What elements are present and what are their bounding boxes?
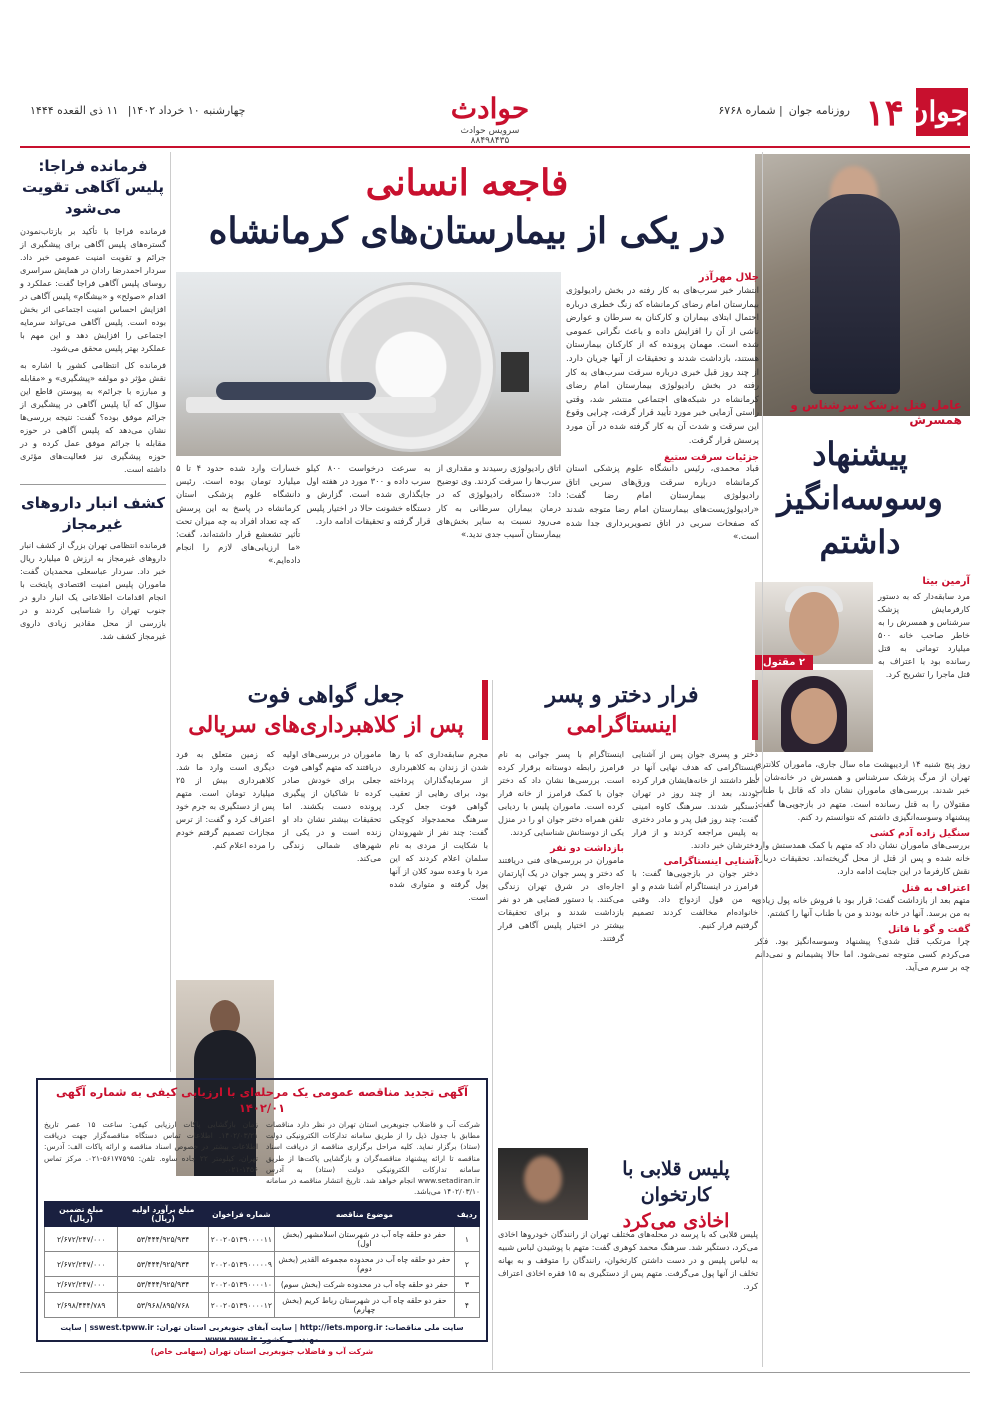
tender-title: آگهی تجدید مناقصه عمومی یک مرحله‌ای با ارزیابی کیفی به شماره آگهی ۱۴۰۲/۰۱ [55,1085,468,1115]
table-row [45,1277,480,1293]
feature-photo [755,154,970,416]
runaway-paragraph: اینستاگرام با پسر جوانی به نام فرامرز رابطه دوستانه برقرار کرده است. بررسی‌ها نشان داد که دختر جوان با کمک فرامرز از خانه فرار کرده است. ماموران پلیس با ردیابی تلفن همراه دختر جوان او را در منزل یکی از دوستانش شناسایی کردند. [498,749,624,837]
lead-headline [176,160,758,264]
victim-face [791,688,837,744]
police-news-body [20,225,166,476]
blurred-face [524,1156,562,1202]
victim-face [789,592,839,656]
column-header: موضوع مناقصه [274,1202,454,1227]
runaway-paragraph: ماموران در بررسی‌های فنی دریافتند که دختر و پسر جوان در یک آپارتمان اجاره‌ای در شرق تهران زندگی می‌کنند. با دستور قضایی هر دو نفر بازداشت شدند و برای تحقیقات بیشتر در اختیار پلیس آگاهی قرار گرفتند. [498,855,624,943]
runaway-headline [498,680,758,740]
fake-death-paragraph: مجرم سابقه‌داری که با رها شدن از زندان به کلاهبرداری از سرمایه‌گذاران پرداخته بود، برای رهایی از تعقیب گواهی فوت جعل کرد. سرهنگ محمدجواد کوچکی گفت: چند نفر از شهروندان با شکایت از مردی به نام سلمان اعلام کردند که این مرد با وعده سود کلان از آنها پول گرفته و متواری شده است. [389,749,488,902]
feature-article [755,150,970,1310]
runaway-column [498,748,624,945]
section-subtitle: سرویس حوادث ۸۸۴۹۸۴۳۵ [460,126,520,146]
table-cell: ۵۳/۹۶۸/۸۹۵/۷۶۸ [118,1293,208,1318]
lead-paragraph: به سرعت درخواست ۸۰۰ کیلو سرب داده و ۳۰۰ مورد در هفته اول جایگذاری شده است. گزارش و دستگاه خشونت حالا در اختیار پلیس قرار گرفته و تحقیقات ادامه دارد. [306,463,431,526]
table-cell: ۱ [454,1227,479,1252]
fake-police-body [498,1228,758,1293]
feature-byline: آرمین بیتا [922,576,970,587]
runaway-headline-line2: اینستاگرامی [566,712,678,738]
table-cell: ۴ [454,1293,479,1318]
tender-body [44,1119,480,1197]
runaway-paragraph: دختر جوان در بازجویی‌ها گفت: با فرامرز در اینستاگرام آشنا شدم و او به من قول ازدواج داد. وقتی خانواده‌ام مخالفت کردند تصمیم گرفتیم فرار کنیم. [632,868,758,930]
runaway-column [632,748,758,945]
patient-figure [216,382,376,400]
table-cell: ۲۰۰۲۰۵۱۳۹۰۰۰۰۱۲ [208,1293,274,1318]
lead-photo [176,272,561,456]
lead-headline-line2: در یکی از بیمارستان‌های کرمانشاه [208,210,726,252]
fake-death-paragraph: که زمین متعلق به فرد دیگری است وارد ما شد. کلاهبرداری بیش از ۲۵ میلیارد تومان است. متهم پس از دستگیری به جرم خود اعتراف کرد و گفت: از ترس مجازات تصمیم گرفتم خودم را مرده اعلام کنم. [175,749,275,850]
victims-badge: ۲ مقتول [755,655,813,670]
column-header: مبلغ تضمین (ریال) [45,1202,118,1227]
tender-paragraph: زمان بازگشایی پاکات ارزیابی کیفی: ساعت ۱۵ عصر تاریخ ۱۴۰۲/۰۳/۲۱. اطلاعات تماس دستگاه مناقصه‌گزار جهت دریافت اطلاعات بیشتر در خصوص اسناد مناقصه و ارائه پاکات الف: آدرس: تهران، کیلومتر ۲۲ جاده ساوه. تلفن: ۵۶۱۷۷۵۹۵-۰۲۱. مرکز تماس ۱۴۵۶-۰۲۱. [44,1120,258,1174]
runaway-paragraph: دختر و پسری جوان پس از آشنایی اینستاگرامی که هدف نهایی آنها در نظر داشتند از خانه‌هایشان فرار کرده بودند، بعد از چند روز در تهران دستگیر شدند. سرهنگ کاوه امینی گفت: چند روز قبل پدر و مادر دختری به پلیس مراجعه کردند و از فرار دخترشان خبر دادند. [632,749,758,850]
feature-body [755,758,970,975]
table-cell: ۵۳/۴۴۴/۹۲۵/۹۳۴ [118,1227,208,1252]
ct-scanner-ring [326,282,496,452]
fake-police-headline [594,1148,758,1234]
feature-paragraph: چرا مرتکب قتل شدی؟ پیشنهاد وسوسه‌انگیز بود. فکر می‌کردم کسی متوجه نمی‌شود. اما حالا پشیمانم و نمی‌دانم چه بر سرم می‌آید. [755,936,970,973]
table-cell: حفر دو حلقه چاه آب در شهرستان رباط کریم (بخش چهارم) [274,1293,454,1318]
feature-paragraph: بررسی‌های ماموران نشان داد که متهم با کمک همدستش وارد خانه شده و پس از قتل از محل گریخته‌اند. تحقیقات درباره نقش کارفرما در این جنایت ادامه دارد. [755,840,970,877]
table-cell: ۲۰۰۲۰۵۱۳۹۰۰۰۰۱۱ [208,1227,274,1252]
lead-bottom-columns [176,462,561,568]
paper-name: روزنامه جوان [788,104,850,117]
table-cell: ۲/۶۷۲/۲۴۷/۰۰۰ [45,1252,118,1277]
table-cell: حفر دو حلقه چاه آب در شهرستان اسلامشهر (بخش اول) [274,1227,454,1252]
date-hijri: ۱۱ ذی القعده ۱۴۴۴ [30,104,119,117]
table-cell: ۳ [454,1277,479,1293]
fake-police-header [498,1148,758,1232]
table-cell: ۲۰۰۲۰۵۱۳۹۰۰۰۰۱۰ [208,1277,274,1293]
drug-news-body [20,539,166,643]
tender-websites[interactable]: سایت ملی مناقصات: http://iets.mporg.ir | سایت آبفای جنوبغربی استان تهران: sswest.tpww.ir | سایت مهندسی کشور: www.nww.ir [60,1323,464,1345]
feature-kicker: عامل قتل پزشک سرشناس و همسرش [790,398,962,427]
column-header: شماره فراخوان [208,1202,274,1227]
page-header [0,0,990,146]
tender-paragraph: شرکت آب و فاضلاب جنوبغربی استان تهران در نظر دارد مناقصات مطابق با جدول ذیل را از طریق سامانه تدارکات الکترونیکی دولت (ستاد) برگزار نماید. کلیه مراحل برگزاری مناقصه از دریافت اسناد مناقصه تا ارائه پیشنهاد مناقصه‌گران و بازگشایی پاکت‌ها از طریق سامانه تدارکات الکترونیکی دولت (ستاد) به آدرس www.setadiran.ir انجام خواهد شد. تاریخ انتشار مناقصه در سامانه ۱۴۰۲/۰۳/۱۰ می‌باشد. [266,1120,480,1197]
issue-number: شماره ۶۷۶۸ [718,104,776,117]
fake-police-paragraph: پلیس قلابی که با پرسه در محله‌های مختلف تهران از رانندگان خودروها اخاذی می‌کرد، دستگیر شد. سرهنگ محمد کوهری گفت: متهم با پوشیدن لباس شبیه به لباس پلیس و در دست داشتن کارتخوان، رانندگان را متوقف و به بهانه تخلف از آنها پول می‌گرفت. متهم پس از دستگیری به ۱۵ فقره اخاذی اعتراف کرد. [498,1229,758,1291]
table-row [45,1293,480,1318]
monitor-icon [501,352,529,392]
newspaper-logo: جوان [916,88,968,136]
tender-advertisement [36,1078,488,1357]
fake-police-headline-line2: اخاذی می‌کرد [622,1210,730,1232]
lead-paragraph: خسارات وارد شده حدود ۴ تا ۵ میلیارد تومان بوده است. رئیس دانشگاه علوم پزشکی استان کرمانشاه در پاسخ به این پرسش که چه تعداد افراد به چه میزان تحت تأثیر تشعشع قرار داشته‌اند، گفت: «ما ارزیابی‌های لازم را انجام داده‌ایم.» [176,463,301,566]
feature-title: پیشنهاد وسوسه‌انگیز داشتم [777,435,943,561]
lead-subhead: جزئیات سرقت ستیغ [663,452,759,464]
fake-death-headline-line2: پس از کلاهبرداری‌های سریالی [188,712,464,738]
tender-table [44,1201,480,1318]
column-divider [492,680,493,1370]
lead-paragraph: قباد محمدی، رئیس دانشگاه علوم پزشکی استان کرمانشاه درباره سرقت ورق‌های سربی اتاق رادیولوژی بیمارستان امام رضا گفت: «رادیولوژیست‌های بیمارستان امام رضا متوجه شدند که صفحات سربی در اتاق تصویربرداری جدا شده است.» [566,464,759,543]
column-divider [762,152,763,1367]
runaway-subhead: بازداشت دو نفر [550,843,624,854]
tender-company: شرکت آب و فاضلاب جنوبغربی استان تهران (سهامی خاص) [150,1347,374,1357]
paper-info: روزنامه جوان| شماره ۶۷۶۸ [718,104,850,117]
lead-headline-line1: فاجعه انسانی [365,162,569,204]
table-cell: ۲ [454,1252,479,1277]
feature-subhead: سنگیل زاده آدم کشی [869,828,970,840]
victim-photo-2 [755,670,873,752]
runaway-columns [498,748,758,945]
fake-police-photo [498,1148,588,1220]
runaway-subhead: آشنایی اینستاگرامی [663,856,758,867]
fake-death-headline-line1: جعل گواهی فوت [247,682,405,708]
section-title: حوادث [450,92,530,125]
tender-table-header [45,1202,480,1227]
drug-news-title: کشف انبار داروهای غیرمجاز [20,484,166,535]
feature-paragraph: متهم بعد از بازداشت گفت: قرار بود با فروش خانه پول زیادی به من برسد. آنها در خانه بودند و من با طناب آنها را کشتم. [755,894,970,918]
page-bottom-rule [20,1372,970,1373]
feature-subhead: اعتراف به قتل [901,882,970,894]
page-number: ۱۴ [865,92,904,134]
table-cell: ۵۳/۴۴۴/۹۲۵/۹۳۴ [118,1277,208,1293]
table-row [45,1252,480,1277]
date-shamsi: چهارشنبه ۱۰ خرداد ۱۴۰۲ [131,104,246,117]
lead-paragraph: اتاق رادیولوژی رسیدند و مقداری از سرب‌ها را سرقت کردند. وی توضیح داد: «دستگاه رادیولوژی که در درمان بیماران سرطانی به کار می‌رود نسبت به سایر بخش‌های بیمارستان آسیب جدی ندید.» [436,463,561,540]
table-cell: ۲/۶۹۸/۴۴۴/۷۸۹ [45,1293,118,1318]
fake-police-headline-line1: پلیس قلابی با کارتخوان [622,1158,730,1206]
table-cell: ۲/۶۷۲/۲۴۷/۰۰۰ [45,1227,118,1252]
fake-death-paragraph: ماموران در بررسی‌های اولیه دریافتند که متهم گواهی فوت جعلی برای خودش صادر کرده تا شاکیان از پیگیری پرونده دست بکشند. اما تحقیقات بیشتر نشان داد او زنده است و در یکی از شهرهای شمالی زندگی می‌کند. [282,749,382,863]
fake-death-headline [176,680,488,740]
column-header: مبلغ برآورد اولیه (ریال) [118,1202,208,1227]
issue-date: چهارشنبه ۱۰ خرداد ۱۴۰۲| ۱۱ ذی القعده ۱۴۴۴ [30,104,246,117]
column-divider [170,152,171,1072]
drug-news-paragraph: فرمانده انتظامی تهران بزرگ از کشف انبار داروهای غیرمجاز به ارزش ۵ میلیارد ریال خبر داد. سردار عباسعلی محمدیان گفت: ماموران پلیس امنیت اقتصادی پایتخت با انجام اقدامات اطلاعاتی یک انبار دارو در جنوب تهران را شناسایی کردند و در بازرسی از محل مقادیر زیادی داروی غیرمجاز کشف شد. [20,540,166,641]
table-cell: حفر دو حلقه چاه آب در محدوده مجموعه القدیر (بخش دوم) [274,1252,454,1277]
feature-intro: مرد سابقه‌دار که به دستور کارفرمایش پزشک سرشناس و همسرش را به خاطر صاحب خانه ۵۰۰ میلیارد تومانی به قتل رسانده بود با اعتراف به قتل ماجرا را تشریح کرد. [878,591,970,679]
runaway-story [498,680,758,945]
lead-column-1 [566,272,759,545]
feature-paragraph: روز پنج شنبه ۱۴ اردیبهشت ماه سال جاری، ماموران کلانتری تهران از مرگ پزشک سرشناس و همسرش در خانه‌شان با خبر شدند. بررسی‌های ماموران نشان داد که قاتل با طناب مقتولان را به قتل رسانده است. متهم در بازجویی‌ها گفت: پیشنهاد وسوسه‌انگیزی داشتم که نتوانستم رد کنم. [755,759,970,822]
table-cell: ۵۳/۴۴۴/۹۲۵/۹۳۴ [118,1252,208,1277]
lead-paragraph: انتشار خبر سرب‌های به کار رفته در بخش رادیولوژی بیمارستان امام رضای کرمانشاه که زنگ خطری درباره احتمال ابتلای بیماران و کارکنان به سرطان و عوارض ناشی از آن را افزایش داده و باعث نگرانی عمومی شده است. مهمان پرونده که از کارکنان بیمارستان هستند، بازداشت شدند و تحقیقات از آنها جریان دارد. از چند روز قبل خبری درباره سرقت سرب‌های به کار رفته در بخش رادیولوژی بیمارستان امام رضای کرمانشاه در شبکه‌های اجتماعی منتشر شد، وقتی راستی آزمایی خبر مورد تأیید قرار گرفت، چرایی وقوع این سرقت و شدت آن به کار گرفته شده در آن مورد پرسش قرار گرفت. [566,286,759,446]
column-header: ردیف [454,1202,479,1227]
fake-police-story [498,1148,758,1293]
fake-death-column-with-photo [176,748,275,904]
police-news-paragraph: فرمانده فراجا با تأکید بر بازتاب‌نمودن گستره‌های پلیس آگاهی برای پیشگیری از جرائم و تقویت امنیت عمومی خبر داد. سردار احمدرضا رادان در همایش سراسری روسای پلیس آگاهی فراجا گفت: عملکرد و اقدام «صولح» و «بیشگام» پلیس آگاهی در افزایش احساس امنیت اجتماعی اثر بخش بوده است. پلیس آگاهی می‌تواند سرمایه اجتماعی را افزایش دهد و این مهم با عملکرد بهتر پلیس محقق می‌شود. [20,226,166,353]
header-rule [20,146,970,148]
feature-subhead: گفت و گو با قاتل [887,924,970,936]
runaway-headline-line1: فرار دختر و پسر [545,682,699,708]
victim-photo-1 [755,582,873,664]
table-row [45,1227,480,1252]
fake-death-columns [176,748,488,904]
table-cell: حفر دو حلقه چاه آب در محدوده شرکت (بخش سوم) [274,1277,454,1293]
police-news-paragraph: فرمانده کل انتظامی کشور با اشاره به نقش مؤثر دو مولفه «پیشگیری» و «مقابله و مبارزه با جرائم» به پیوستن قاطع این سؤال که آیا پلیس آگاهی در پیشگیری از جرائم موفق بوده؟ گفت: نتیجه بررسی‌ها نشان می‌دهد که پلیس آگاهی در حوزه مقابله با جرائم موفق عمل کرده و در حوزه پیشگیری نیز فعالیت‌های مؤثری داشته است. [20,360,166,474]
lead-byline: جلال مهرآذر [698,272,759,283]
table-cell: ۲/۶۷۲/۲۴۷/۰۰۰ [45,1277,118,1293]
table-cell: ۲۰۰۲۰۵۱۳۹۰۰۰۰۰۹ [208,1252,274,1277]
fake-death-story [176,680,488,904]
tender-footer [44,1322,480,1358]
police-news-title: فرمانده فراجا: پلیس آگاهی تقویت می‌شود [22,157,164,217]
suspect-figure [810,194,900,394]
